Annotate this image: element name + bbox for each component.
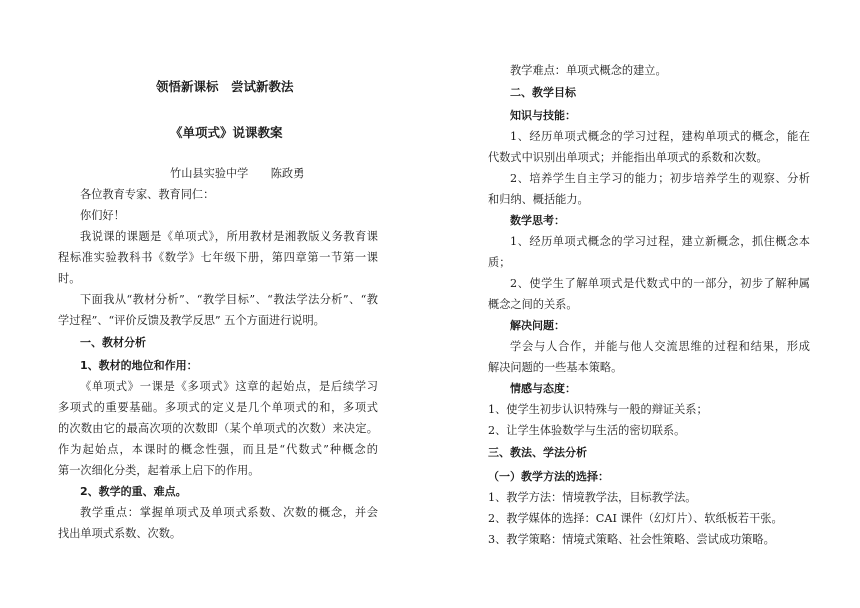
- subsection-heading: 解决问题：: [510, 319, 565, 332]
- paragraph-line: 作为起始点，本课时的概念性强，而且是“代数式”种概念的: [58, 443, 378, 456]
- paragraph-line: 的次数由它的最高次项的次数即（某个单项式的次数）来决定。: [58, 422, 378, 435]
- paragraph-line: 1、使学生初步认识特殊与一般的辩证关系；: [488, 403, 708, 416]
- section-heading: 三、教法、学法分析: [488, 446, 587, 459]
- subsection-heading: 数学思考：: [510, 214, 565, 227]
- paragraph-line: 学过程”、“评价反馈及教学反思” 五个方面进行说明。: [58, 314, 325, 327]
- paragraph-line: 1、经历单项式概念的学习过程，建构单项式的概念，能在: [510, 130, 810, 143]
- paragraph-line: 解决问题的一些基本策略。: [488, 361, 623, 374]
- lesson-title: 《单项式》说课教案: [170, 125, 283, 140]
- subsection-heading: 2、教学的重、难点。: [80, 485, 187, 498]
- section-heading: 二、教学目标: [510, 86, 576, 99]
- subsection-heading: 1、教材的地位和作用：: [80, 359, 198, 372]
- paragraph-line: 程标准实验教科书《数学》七年级下册，第四章第一节第一课: [58, 251, 378, 264]
- paragraph-line: 概念之间的关系。: [488, 298, 578, 311]
- paragraph-line: 1、教学方法：情境教学法，目标教学法。: [488, 491, 697, 504]
- section-heading: 一、教材分析: [80, 336, 146, 349]
- paragraph-line: 教学重点：掌握单项式及单项式系数、次数的概念，并会: [80, 506, 378, 519]
- paragraph-line: 第一次细化分类，起着承上启下的作用。: [58, 464, 260, 477]
- subsection-heading: 情感与态度：: [510, 382, 576, 395]
- paragraph-line: 和归纳、概括能力。: [488, 193, 589, 206]
- paragraph-line: 1、经历单项式概念的学习过程，建立新概念，抓住概念本: [510, 235, 810, 248]
- paragraph-line: 多项式的重要基础。多项式的定义是几个单项式的和，多项式: [58, 401, 378, 414]
- paragraph-line: 我说课的课题是《单项式》，所用教材是湘教版义务教育课: [80, 230, 378, 243]
- author-line: 竹山县实验中学 陈政勇: [170, 167, 305, 180]
- paragraph-line: 2、教学媒体的选择：CAI 课件（幻灯片）、软纸板若干张。: [488, 512, 783, 525]
- hello-line: 你们好！: [80, 209, 125, 222]
- paragraph-line: 质；: [488, 256, 511, 269]
- paragraph-line: 下面我从“教材分析”、“教学目标”、“教法学法分析”、“教: [80, 293, 378, 306]
- paragraph-line: 代数式中识别出单项式；并能指出单项式的系数和次数。: [488, 151, 768, 164]
- paragraph-line: 3、教学策略：情境式策略、社会性策略、尝试成功策略。: [488, 533, 775, 546]
- paragraph-line: 2、使学生了解单项式是代数式中的一部分，初步了解种属: [510, 277, 810, 290]
- difficulty-line: 教学难点：单项式概念的建立。: [510, 64, 667, 77]
- document-title: 领悟新课标 尝试新教法: [156, 79, 294, 94]
- paragraph-line: 学会与人合作，并能与他人交流思维的过程和结果，形成: [510, 340, 810, 353]
- paragraph-line: 2、让学生体验数学与生活的密切联系。: [488, 424, 686, 437]
- paragraph-line: 时。: [58, 272, 81, 285]
- subsection-heading: （一）教学方法的选择：: [488, 470, 609, 483]
- paragraph-line: 找出单项式系数、次数。: [58, 527, 182, 540]
- subsection-heading: 知识与技能：: [510, 109, 576, 122]
- paragraph-line: 《单项式》一课是《多项式》这章的起始点，是后续学习: [80, 380, 378, 393]
- paragraph-line: 2、培养学生自主学习的能力；初步培养学生的观察、分析: [510, 172, 810, 185]
- greeting: 各位教育专家、教育同仁：: [80, 188, 215, 201]
